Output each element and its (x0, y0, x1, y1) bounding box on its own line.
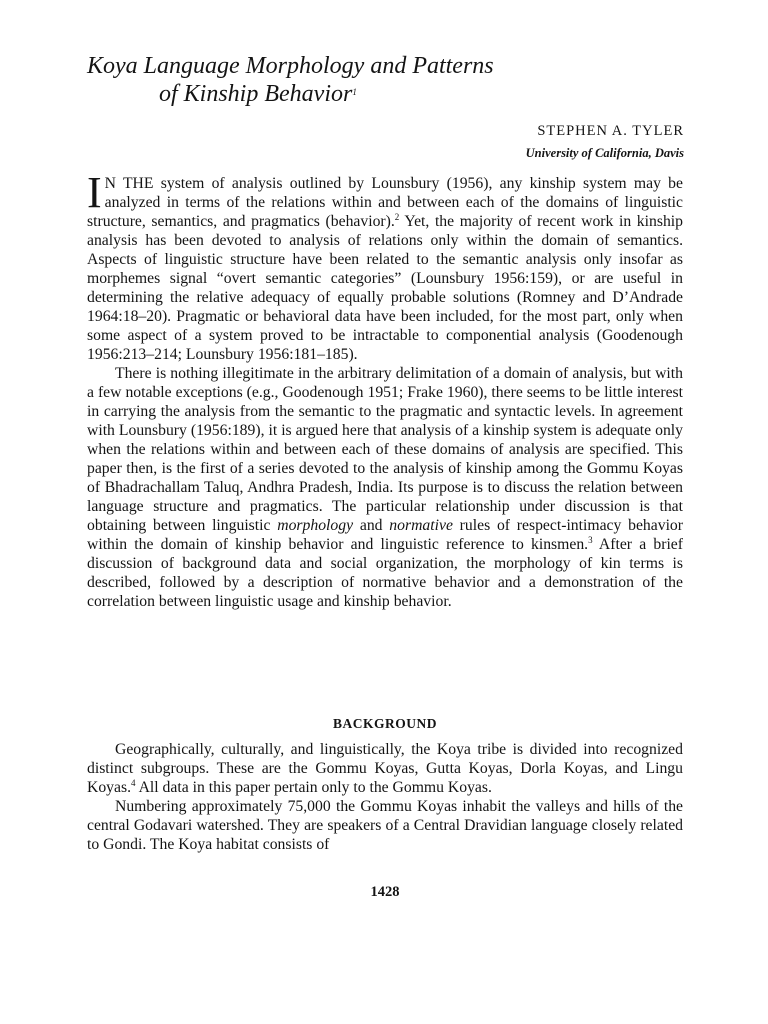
section-heading: BACKGROUND (332, 716, 437, 731)
background-p1-text-b: All data in this paper pertain only to the Gommu Koyas. (135, 779, 492, 796)
author-name: STEPHEN A. TYLER (537, 123, 684, 139)
footnote-mark-4: 4 (131, 778, 136, 788)
background-paragraph-2 (87, 797, 683, 854)
footnote-mark-2: 2 (394, 212, 400, 222)
intro-paragraph-2 (87, 364, 683, 611)
footnote-mark-3: 3 (588, 535, 593, 545)
page-number: 1428 (370, 884, 400, 900)
title-text-1: Koya Language Morphology and Patterns (87, 53, 494, 79)
background-paragraph-1 (87, 740, 683, 797)
intro-p2-text-d: After a brief discussion of background data and social organization, the morphology of kin terms is described, followed by a description of normative behavior and a demonstration of the correlation between linguistic usage and kinship behavior. (87, 536, 683, 610)
intro-p2-emphasis-normative: normative (389, 517, 453, 534)
intro-p2-text-a: There is nothing illegitimate in the arbitrary delimitation of a domain of analysis, but with a few notable exceptions (e.g., Goodenough 1951; Frake 1960), there seems to be little interest in carrying the analysis from the semantic to the pragmatic and syntactic levels. In agreement with Lounsbury (1956:189), it is argued here that analysis of a kinship system is adequate only when the relations within and between each of these domains of analysis are specified. This paper then, is the first of a series devoted to the analysis of kinship among the Gommu Koyas of Bhadrachallam Taluq, Andhra Pradesh, India. Its purpose is to discuss the relation between language structure and pragmatics. The particular relationship under discussion is that obtaining between linguistic (87, 365, 683, 534)
background-p1-text-a: Geographically, culturally, and linguistically, the Koya tribe is divided into recognized distinct subgroups. These are the Gommu Koyas, Gutta Koyas, Dorla Koyas, and Lingu Koyas. (87, 741, 683, 796)
title-footnote-mark: 1 (352, 87, 357, 97)
drop-cap: I (87, 168, 102, 217)
intro-p1-text-a: N THE system of analysis outlined by Lounsbury (1956), any kinship system may be analyzed in terms of the relations within and between each of the domains of linguistic structure, semantics, and pragmatics (behavior). (87, 175, 683, 230)
intro-paragraph-1 (87, 168, 683, 364)
intro-p2-text-b: and (353, 517, 390, 534)
intro-p1-text-b: Yet, the majority of recent work in kinship analysis has been devoted to analysis of relations only within the domain of semantics. Aspects of linguistic structure have been related to the semantic analysis only insofar as morphemes signal “overt semantic categories” (Lounsbury 1956:159), or are useful in determining the relative adequacy of equally probable solutions (Romney and D’Andrade 1964:18–20). Pragmatic or behavioral data have been included, for the most part, only when some aspect of a system proved to be intractable to componential analysis (Goodenough 1956:213–214; Lounsbury 1956:181–185). (87, 213, 683, 363)
title-text-2: of Kinship Behavior (159, 81, 353, 107)
background-section (87, 740, 683, 854)
intro-p2-emphasis-morphology: morphology (277, 517, 354, 534)
background-p2-text: Numbering approximately 75,000 the Gommu Koyas inhabit the valleys and hills of the central Godavari watershed. They are speakers of a Central Dravidian language closely related to Gondi. The Koya habitat consists of (87, 798, 683, 853)
intro-p2-text-c: rules of respect-intimacy behavior within the domain of kinship behavior and linguistic reference to kinsmen. (87, 517, 683, 553)
author-affiliation: University of California, Davis (525, 146, 684, 160)
article-title-line-2 (159, 80, 357, 108)
intro-section (87, 168, 683, 611)
article-title-line-1 (87, 52, 494, 80)
